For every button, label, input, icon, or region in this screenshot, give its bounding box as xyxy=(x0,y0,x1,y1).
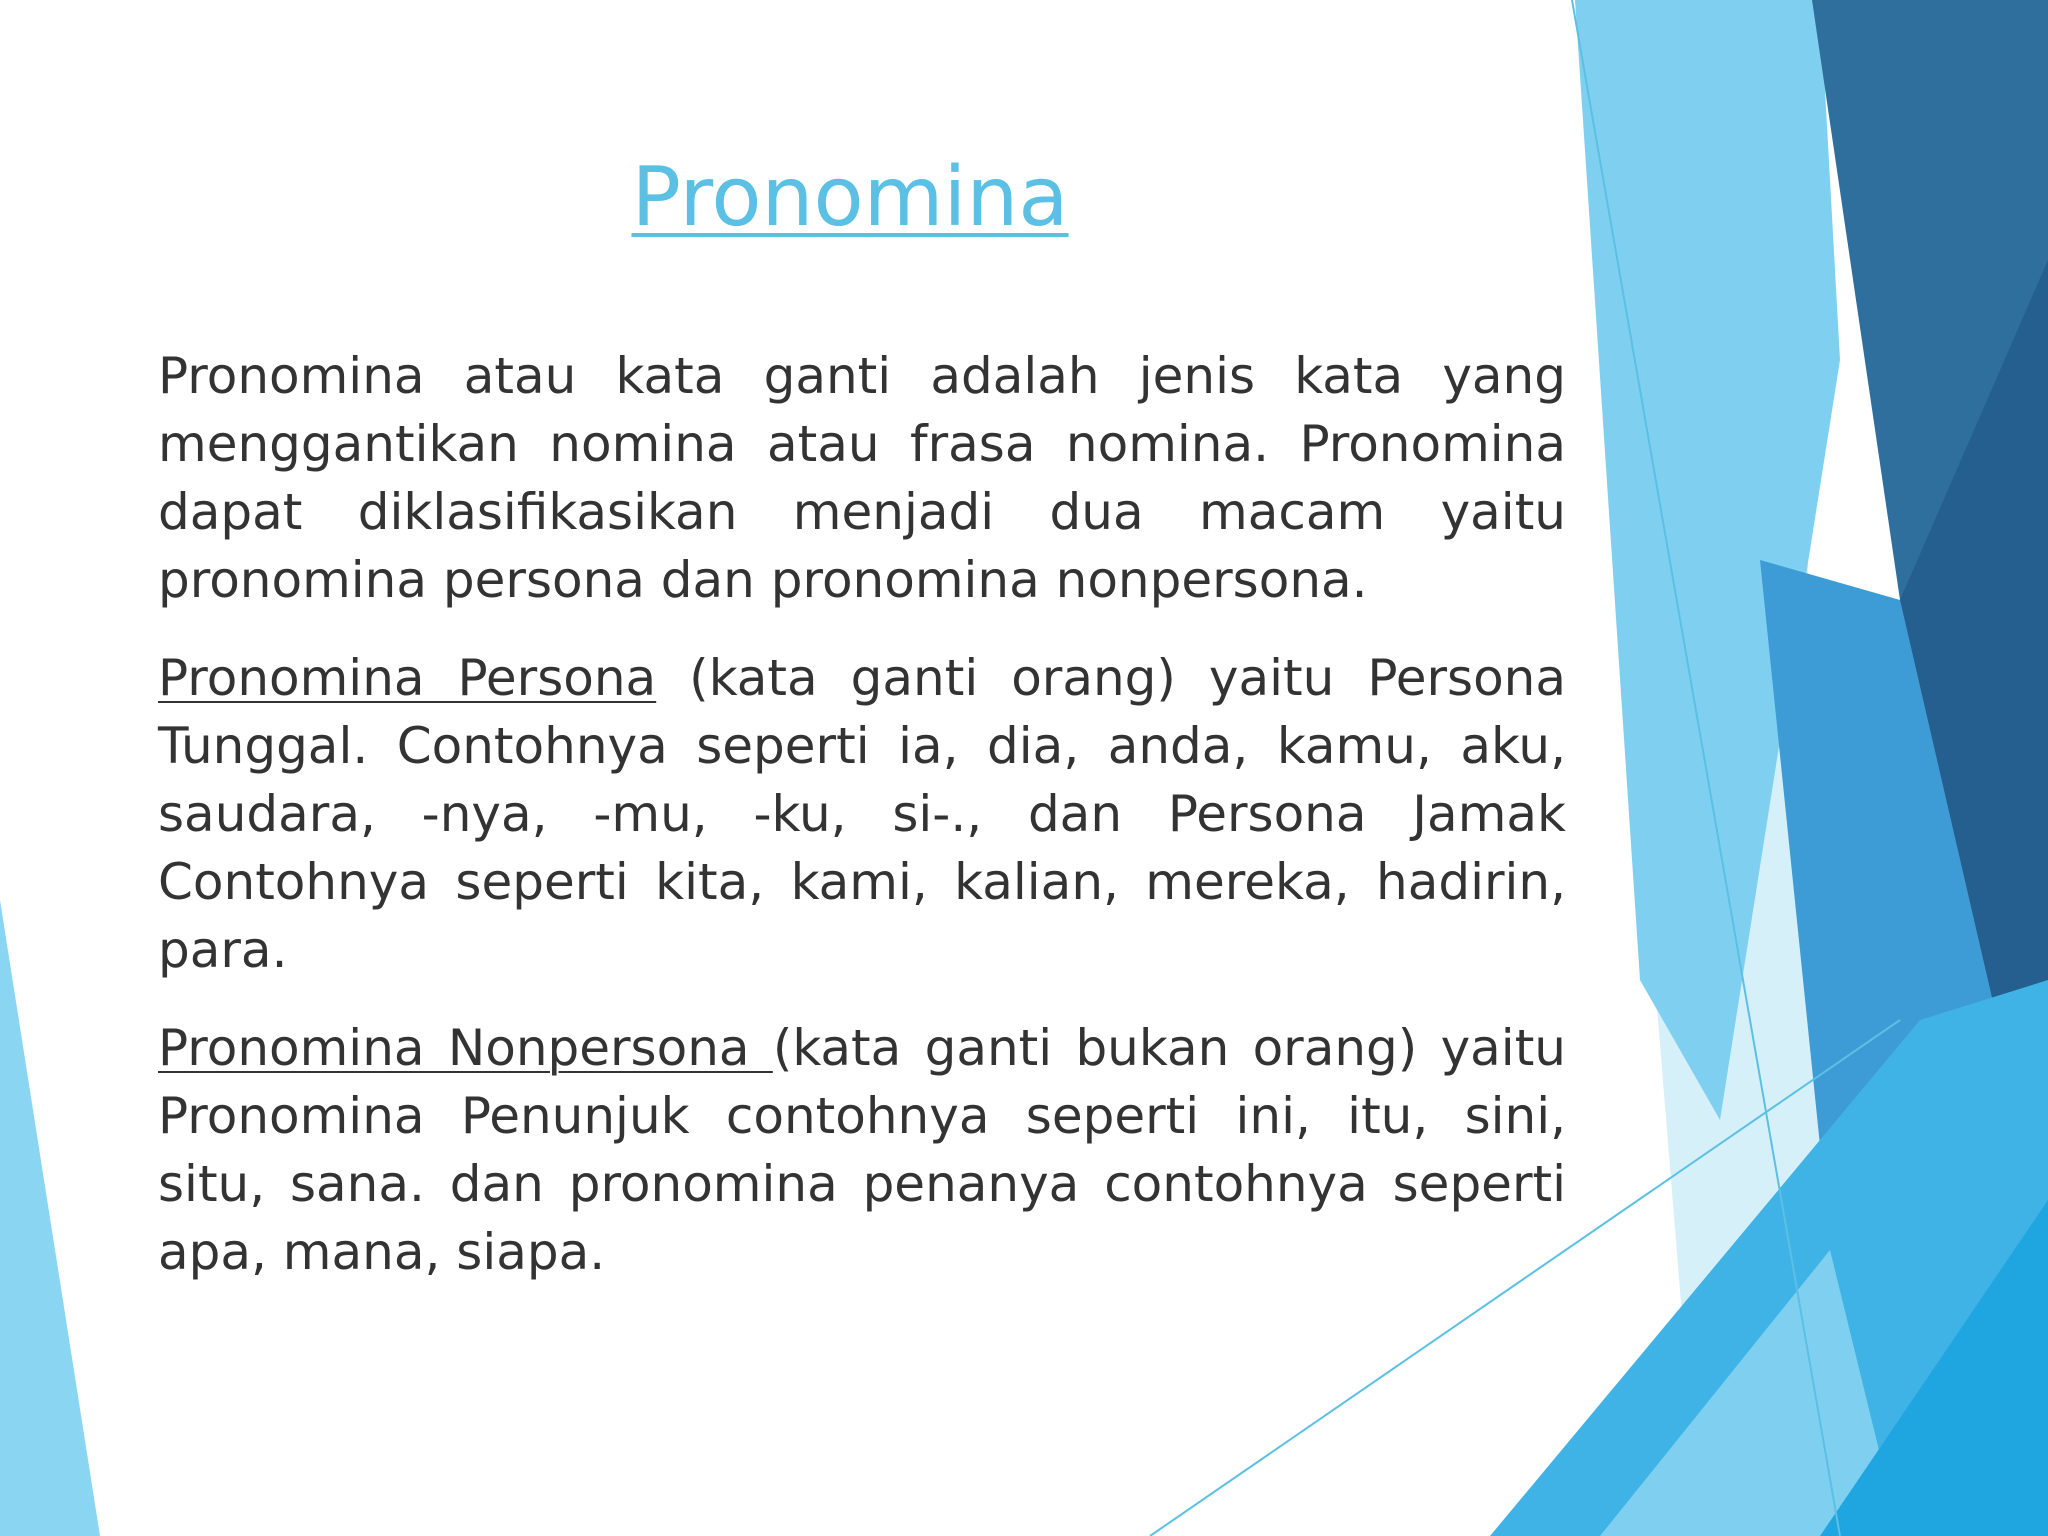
nonpersona-description: (kata ganti bukan orang) yaitu Pronomina Penunjuk contohnya seperti ini, itu, sini, situ, sana. dan pronomina penanya contohnya seperti apa, mana, siapa. xyxy=(158,1019,1566,1281)
persona-description: (kata ganti orang) yaitu Persona Tunggal. Contohnya seperti ia, dia, anda, kamu, aku, saudara, -nya, -mu, -ku, si-., dan Persona Jamak Contohnya seperti kita, kami, kalian, mereka, hadirin, para. xyxy=(158,649,1566,979)
paragraph-nonpersona xyxy=(158,1014,1566,1286)
left-accent-shape xyxy=(0,900,100,1536)
term-nonpersona: Pronomina Nonpersona xyxy=(158,1019,773,1077)
paragraph-intro: Pronomina atau kata ganti adalah jenis kata yang menggantikan nomina atau frasa nomina. Pronomina dapat diklasifikasikan menjadi dua macam yaitu pronomina persona dan pronomina nonpersona. xyxy=(158,347,1566,609)
paragraph-persona xyxy=(158,644,1566,984)
slide-body xyxy=(158,342,1566,1316)
term-persona: Pronomina Persona xyxy=(158,649,657,707)
slide-title: Pronomina xyxy=(631,150,1069,245)
